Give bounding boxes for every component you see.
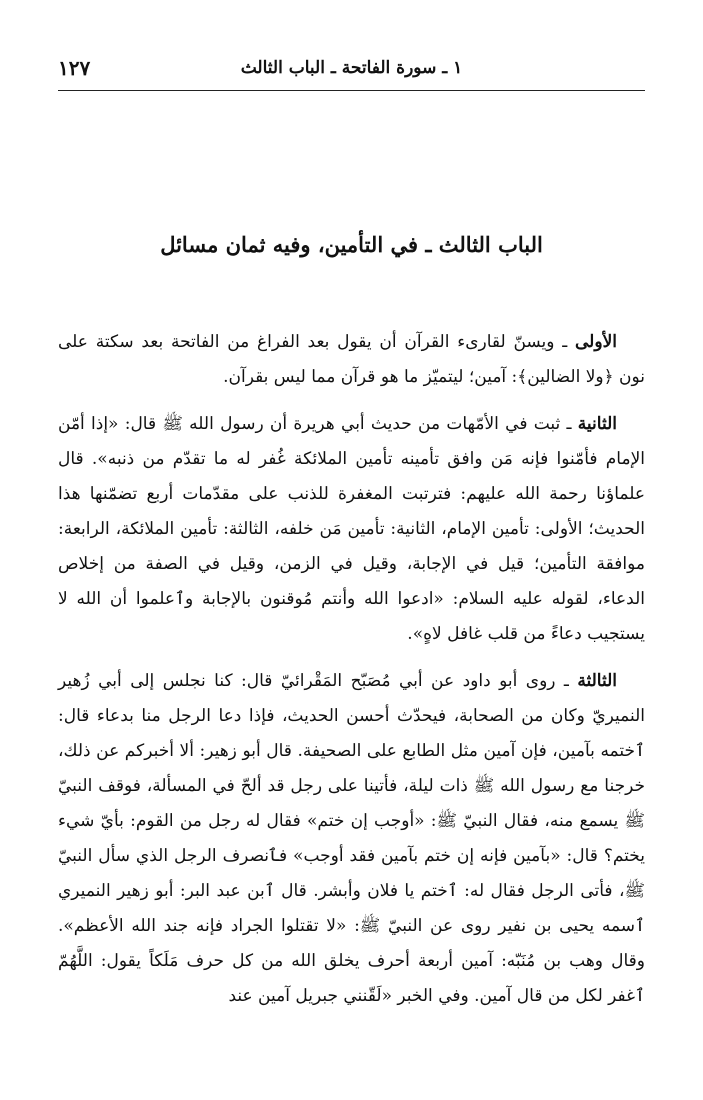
paragraph-text: ـ روى أبو داود عن أبي مُصَبّح المَقْرائيّ قال: كنا نجلس إلى أبي زُهير النميريّ وكان من الصحابة، فيحدّث أحسن الحديث، فإذا دعا الرجل منا بدعاء قال: ٱختمه بآمين، فإن آمين مثل الطابع على الصحيفة. قال أبو زهير: ألا أخبركم عن ذلك، خرجنا مع رسول الله ﷺ ذات ليلة، فأتينا على رجل قد ألحّ في المسألة، فوقف النبيّ ﷺ يسمع منه، فقال النبيّ ﷺ: «أوجب إن ختم» فقال له رجل من القوم: بأيّ شيء يختم؟ قال: «بآمين فإنه إن ختم بآمين فقد أوجب» فٱنصرف الرجل الذي سأل النبيّ ﷺ، فأتى الرجل فقال له: ٱختم يا فلان وأبشر. قال ٱبن عبد البر: أبو زهير النميري ٱسمه يحيى بن نفير روى عن النبيّ ﷺ: «لا تقتلوا الجراد فإنه جند الله الأعظم». وقال وهب بن مُنَبّه: آمين أربعة أحرف يخلق الله من كل حرف مَلَكاً يقول: اللَّهُمّ ٱغفر لكل من قال آمين. وفي الخبر «لَقّنني جبريل آمين عند	[58, 671, 645, 1006]
body-text	[58, 325, 645, 1026]
chapter-title: الباب الثالث ـ في التأمين، وفيه ثمان مسائل	[160, 232, 543, 257]
paragraph-lead: الثانية	[577, 414, 617, 434]
paragraph-lead: الأولى	[575, 332, 617, 352]
paragraph-text: ـ ويسنّ لقارىء القرآن أن يقول بعد الفراغ من الفاتحة بعد سكتة على نون ﴿ولا الضالين﴾: آمين؛ ليتميّز ما هو قرآن مما ليس بقرآن.	[58, 332, 645, 387]
running-header	[58, 52, 645, 91]
paragraph-lead: الثالثة	[577, 671, 617, 691]
paragraph-first	[58, 325, 645, 395]
paragraph-second	[58, 407, 645, 652]
paragraph-third	[58, 664, 645, 1014]
running-title: ١ ـ سورة الفاتحة ـ الباب الثالث	[240, 58, 463, 78]
paragraph-text: ـ ثبت في الأمّهات من حديث أبي هريرة أن رسول الله ﷺ قال: «إذا أمّن الإمام فأمّنوا فإنه مَن وافق تأمينه تأمين الملائكة غُفر له ما تقدّم من ذنبه». قال علماؤنا رحمة الله عليهم: فترتبت المغفرة للذنب على مقدّمات أربع تضمّنها هذا الحديث؛ الأولى: تأمين الإمام، الثانية: تأمين مَن خلفه، الثالثة: تأمين الملائكة، الرابعة: موافقة التأمين؛ قيل في الإجابة، وقيل في الزمن، وقيل في الصفة من إخلاص الدعاء، لقوله عليه السلام: «ادعوا الله وأنتم مُوقنون بالإجابة وٱعلموا أن الله لا يستجيب دعاءً من قلب غافل لاهٍ».	[58, 414, 645, 644]
page-number: ١٢٧	[58, 56, 91, 80]
